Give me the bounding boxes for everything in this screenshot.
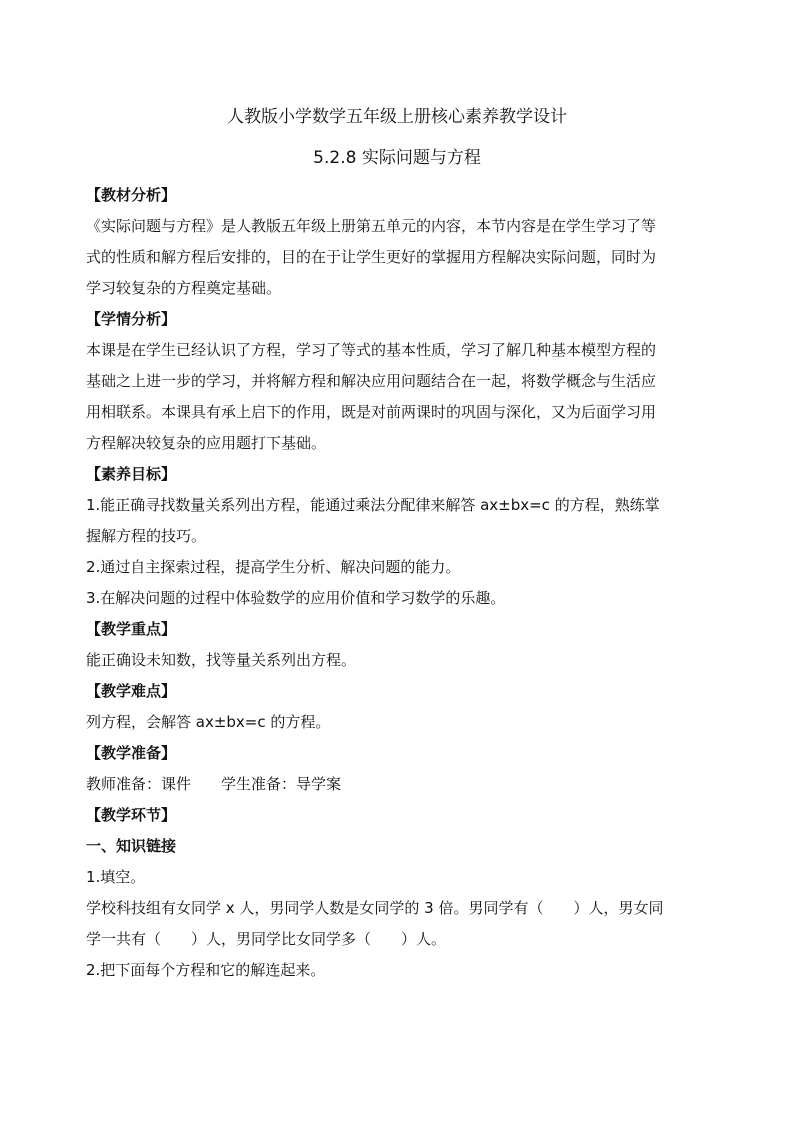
paragraph-line: 列方程，会解答 ax±bx=c 的方程。 — [86, 713, 331, 731]
paragraph-line: 学一共有（ ）人，男同学比女同学多（ ）人。 — [86, 930, 447, 948]
section-heading-difficulties: 【教学难点】 — [86, 682, 177, 700]
document-body — [86, 180, 712, 986]
paragraph-line: 2.把下面每个方程和它的解连起来。 — [86, 961, 326, 979]
section-heading-key-points: 【教学重点】 — [86, 620, 177, 638]
paragraph-line: 1.填空。 — [86, 868, 146, 886]
paragraph-line: 本课是在学生已经认识了方程，学习了等式的基本性质，学习了解几种基本模型方程的 — [86, 341, 657, 359]
document-subtitle: 5.2.8 实际问题与方程 — [313, 148, 481, 168]
paragraph-line: 2.通过自主探索过程，提高学生分析、解决问题的能力。 — [86, 558, 461, 576]
section-heading-knowledge-link: 一、知识链接 — [86, 837, 177, 855]
paragraph-line: 1.能正确寻找数量关系列出方程，能通过乘法分配律来解答 ax±bx=c 的方程，熟练掌 — [86, 496, 660, 514]
paragraph-line: 用相联系。本课具有承上启下的作用，既是对前两课时的巩固与深化，又为后面学习用 — [86, 403, 657, 421]
paragraph-line: 《实际问题与方程》是人教版五年级上册第五单元的内容，本节内容是在学生学习了等 — [86, 217, 657, 235]
section-heading-teaching-steps: 【教学环节】 — [86, 806, 177, 824]
section-heading-preparation: 【教学准备】 — [86, 744, 177, 762]
paragraph-line: 基础之上进一步的学习，并将解方程和解决应用问题结合在一起，将数学概念与生活应 — [86, 372, 657, 390]
paragraph-line: 能正确设未知数，找等量关系列出方程。 — [86, 651, 357, 669]
document-title: 人教版小学数学五年级上册核心素养教学设计 — [227, 107, 567, 127]
section-heading-literacy-goals: 【素养目标】 — [86, 465, 177, 483]
paragraph-line: 3.在解决问题的过程中体验数学的应用价值和学习数学的乐趣。 — [86, 589, 506, 607]
section-heading-textbook-analysis: 【教材分析】 — [86, 186, 177, 204]
paragraph-line: 教师准备：课件 学生准备：导学案 — [86, 775, 342, 793]
paragraph-line: 式的性质和解方程后安排的，目的在于让学生更好的掌握用方程解决实际问题，同时为 — [86, 248, 657, 266]
paragraph-line: 握解方程的技巧。 — [86, 527, 207, 545]
paragraph-line: 学习较复杂的方程奠定基础。 — [86, 279, 282, 297]
section-heading-student-analysis: 【学情分析】 — [86, 310, 177, 328]
paragraph-line: 方程解决较复杂的应用题打下基础。 — [86, 434, 327, 452]
paragraph-line: 学校科技组有女同学 x 人，男同学人数是女同学的 3 倍。男同学有（ ）人，男女同 — [86, 899, 664, 917]
